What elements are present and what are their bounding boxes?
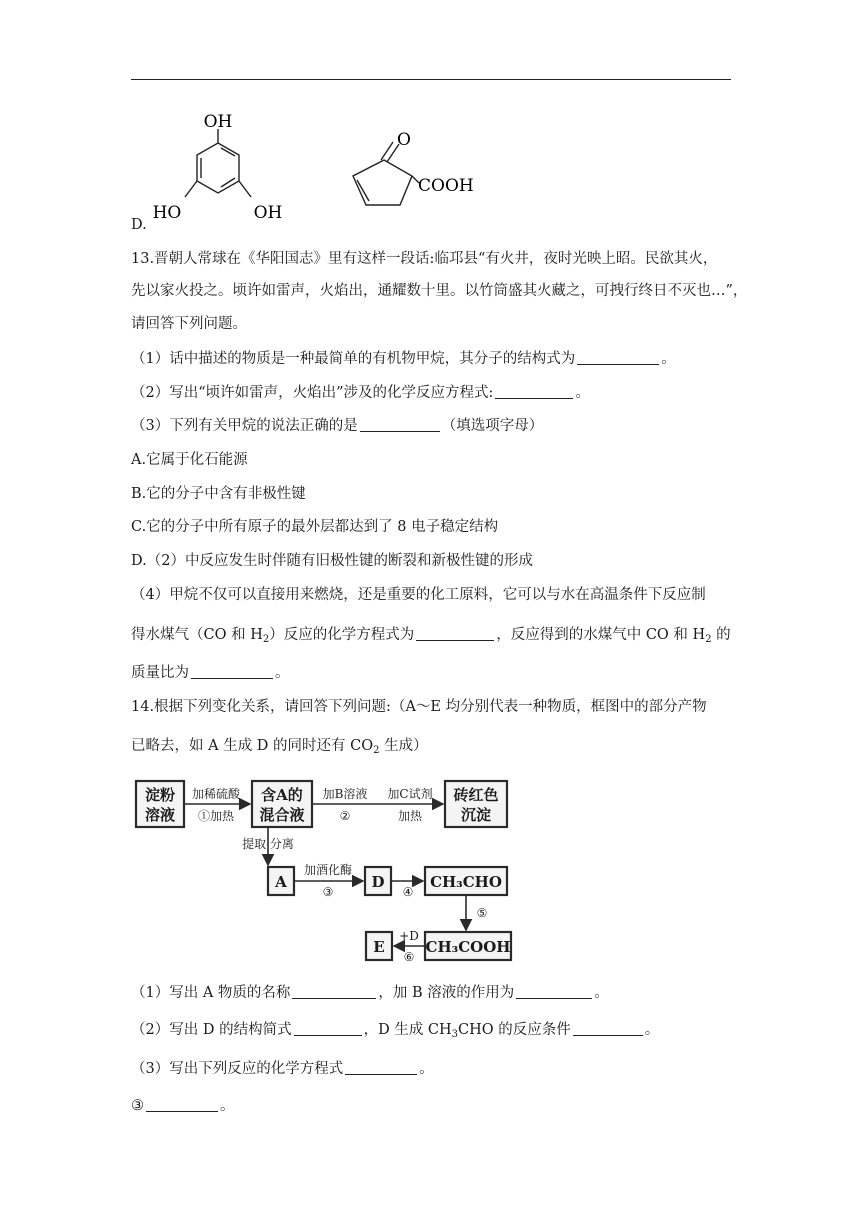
- q13-part4-line1: （4）甲烷不仅可以直接用来燃烧，还是重要的化工原料，它可以与水在高温条件下反应制: [131, 587, 706, 603]
- arrow-4-bottom-label: ③: [322, 885, 334, 899]
- q13-option-a: A.它属于化石能源: [131, 452, 248, 468]
- q14-sub4-text-b: 。: [220, 1098, 235, 1114]
- q13-line2: 先以家火投之。顷许如雷声，火焰出，通耀数十里。以竹筒盛其火藏之，可拽行终日不灭也…”，: [131, 283, 748, 299]
- arrow-2-top-label: 加B溶液: [322, 787, 368, 801]
- arrow-7-top-label: +D: [399, 929, 419, 943]
- subscript: 3: [451, 1029, 459, 1040]
- q13-part4-line2: [131, 625, 731, 645]
- starch-label-1: 淀粉: [144, 786, 176, 804]
- arrow-3-bottom-label: 加热: [397, 809, 423, 823]
- q13-part3-text: （3）下列有关甲烷的说法正确的是: [131, 418, 358, 434]
- label-d: D: [371, 873, 385, 891]
- arrow-7-bottom-label: ⑥: [403, 950, 415, 964]
- acetic-acid-label: CH₃COOH: [425, 938, 511, 956]
- q13-part2: [131, 383, 590, 403]
- q13-part3-end: （填选项字母）: [441, 418, 544, 434]
- q14-sub1-text-a: （1）写出 A 物质的名称: [131, 985, 291, 1001]
- q14-line2-text-b: 生成）: [379, 738, 428, 754]
- q14-line2-text-a: 已略去，如 A 生成 D 的同时还有 CO: [131, 738, 374, 754]
- oh-right-label: OH: [253, 203, 283, 223]
- q14-sub4-text-a: ③: [131, 1098, 144, 1114]
- label-e: E: [373, 938, 385, 956]
- q13-part4-text-b: ）反应的化学方程式为: [269, 627, 415, 643]
- q14-sub2: [131, 1020, 659, 1040]
- q13-part4-text-f: 。: [275, 665, 290, 681]
- q13-option-b: B.它的分子中含有非极性键: [131, 486, 306, 502]
- arrow-1-top-label: 加稀硫酸: [191, 787, 241, 801]
- acetaldehyde-label: CH₃CHO: [430, 873, 502, 891]
- answer-blank[interactable]: [416, 625, 494, 641]
- q13-part1: [131, 349, 676, 369]
- q13-part4-text-a: 得水煤气（CO 和 H: [131, 627, 263, 643]
- q13-part4-line3: [131, 663, 290, 683]
- ho-left-label: HO: [152, 203, 182, 223]
- q13-part4-text-c: ，反应得到的水煤气中 CO 和 H: [496, 627, 706, 643]
- label-a: A: [275, 873, 287, 891]
- answer-blank[interactable]: [292, 983, 376, 999]
- q13-part1-end: 。: [661, 351, 676, 367]
- q14-sub2-text-b: ，D 生成 CH: [363, 1022, 452, 1038]
- q13-part3: [131, 416, 543, 436]
- answer-blank[interactable]: [146, 1096, 218, 1112]
- mixture-label-2: 混合液: [259, 806, 305, 824]
- answer-blank[interactable]: [345, 1059, 417, 1075]
- answer-blank[interactable]: [495, 383, 573, 399]
- answer-blank[interactable]: [294, 1020, 362, 1036]
- arrow-3-top-label: 加C试剂: [387, 787, 433, 801]
- q14-sub2-text-a: （2）写出 D 的结构简式: [131, 1022, 292, 1038]
- q14-sub1: [131, 983, 609, 1003]
- q13-part4-text-e: 质量比为: [131, 665, 189, 681]
- molecule-structures: [125, 105, 505, 240]
- mixture-label-1: 含A的: [261, 786, 303, 804]
- arrow-2-bottom-label: ②: [339, 809, 351, 823]
- reaction-flowchart: [130, 775, 520, 967]
- q14-sub3-text-a: （3）写出下列反应的化学方程式: [131, 1061, 344, 1077]
- q14-sub4: [131, 1096, 235, 1116]
- q13-part4-text-d: 的: [711, 627, 731, 643]
- option-d-label: D.: [131, 217, 147, 233]
- q14-sub2-text-c: CHO 的反应条件: [458, 1022, 571, 1038]
- precipitate-label-1: 砖红色: [453, 786, 499, 804]
- q13-part2-end: 。: [575, 385, 590, 401]
- subscript: 2: [262, 634, 270, 645]
- q13-line1: 13.晋朝人常球在《华阳国志》里有这样一段话:临邛县“有火井，夜时光映上昭。民欲其火，: [131, 251, 718, 267]
- header-rule: [131, 79, 731, 80]
- cyclopentenone-structure: [353, 130, 474, 205]
- ketone-o-label: O: [397, 130, 411, 150]
- answer-blank[interactable]: [191, 663, 273, 679]
- answer-blank[interactable]: [360, 416, 440, 432]
- q14-sub3: [131, 1059, 434, 1079]
- arrow-4-top-label: 加酒化酶: [303, 863, 353, 877]
- q13-part1-text: （1）话中描述的物质是一种最简单的有机物甲烷，其分子的结构式为: [131, 351, 576, 367]
- extract-label: 提取 分离: [242, 837, 294, 851]
- answer-blank[interactable]: [577, 349, 659, 365]
- q13-option-c: C.它的分子中所有原子的最外层都达到了 8 电子稳定结构: [131, 519, 499, 535]
- arrow-6-label: ⑤: [476, 906, 488, 920]
- q14-sub3-text-b: 。: [419, 1061, 434, 1077]
- subscript: 2: [705, 634, 712, 645]
- q13-part2-text: （2）写出“顷许如雷声，火焰出”涉及的化学反应方程式:: [131, 385, 494, 401]
- starch-label-2: 溶液: [144, 806, 176, 824]
- subscript: 2: [373, 745, 380, 756]
- arrow-1-bottom-label: ①加热: [197, 809, 235, 823]
- arrow-5-label: ④: [402, 885, 414, 899]
- q14-sub1-text-b: ，加 B 溶液的作用为: [378, 985, 515, 1001]
- q13-option-d: D.（2）中反应发生时伴随有旧极性键的断裂和新极性键的形成: [131, 553, 533, 569]
- answer-blank[interactable]: [573, 1020, 643, 1036]
- oh-top-label: OH: [203, 112, 233, 132]
- phloroglucinol-structure: [153, 112, 283, 223]
- precipitate-label-2: 沉淀: [460, 806, 492, 824]
- q14-sub2-text-d: 。: [644, 1022, 660, 1038]
- q13-line3: 请回答下列问题。: [131, 316, 247, 332]
- q14-sub1-text-c: 。: [594, 985, 609, 1001]
- q14-line1: 14.根据下列变化关系，请回答下列问题:（A～E 均分别代表一种物质，框图中的部分产物: [131, 699, 707, 715]
- q14-line2: [131, 736, 428, 756]
- cooh-label: COOH: [418, 176, 474, 196]
- answer-blank[interactable]: [516, 983, 592, 999]
